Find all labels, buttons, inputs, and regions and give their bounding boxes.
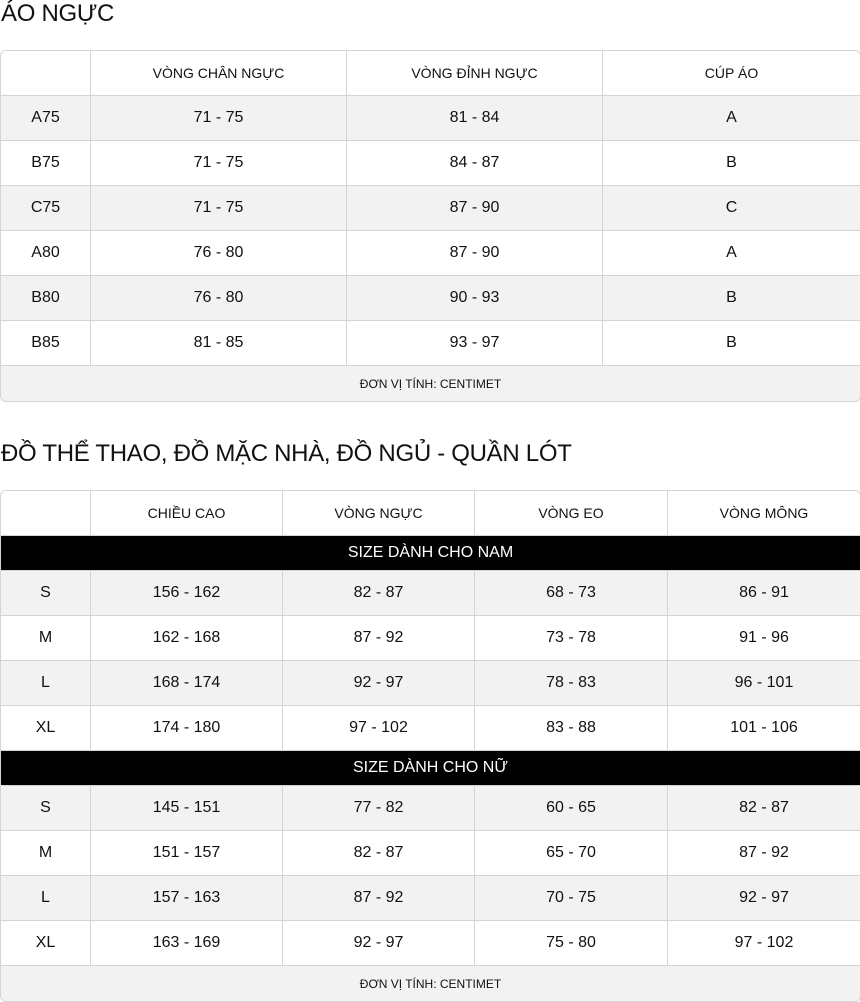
table-cell: 157 - 163 bbox=[91, 876, 283, 921]
table-cell: 77 - 82 bbox=[283, 786, 475, 831]
size-label: XL bbox=[1, 921, 91, 966]
column-header: CÚP ÁO bbox=[603, 51, 860, 96]
table-cell: 86 - 91 bbox=[668, 571, 860, 616]
group-band-women: SIZE DÀNH CHO NỮ bbox=[1, 751, 860, 786]
table-cell: 73 - 78 bbox=[475, 616, 668, 661]
table-header-row bbox=[1, 51, 860, 96]
table-cell: 87 - 90 bbox=[347, 186, 603, 231]
table-cell: 82 - 87 bbox=[668, 786, 860, 831]
table-cell: 163 - 169 bbox=[91, 921, 283, 966]
size-label: L bbox=[1, 876, 91, 921]
unit-note-row bbox=[1, 966, 860, 1001]
table-cell: 60 - 65 bbox=[475, 786, 668, 831]
table-cell: 101 - 106 bbox=[668, 706, 860, 751]
table-cell: 97 - 102 bbox=[668, 921, 860, 966]
table-row bbox=[1, 231, 860, 276]
table-row bbox=[1, 876, 860, 921]
table-cell: 151 - 157 bbox=[91, 831, 283, 876]
table-cell: 71 - 75 bbox=[91, 186, 347, 231]
unit-note: ĐƠN VỊ TÍNH: CENTIMET bbox=[1, 366, 860, 401]
unit-note-row bbox=[1, 366, 860, 401]
table-cell: 168 - 174 bbox=[91, 661, 283, 706]
table-cell: 87 - 92 bbox=[668, 831, 860, 876]
size-label: A80 bbox=[1, 231, 91, 276]
size-label: B85 bbox=[1, 321, 91, 366]
table-cell: 81 - 85 bbox=[91, 321, 347, 366]
column-header: VÒNG CHÂN NGỰC bbox=[91, 51, 347, 96]
table-cell: 82 - 87 bbox=[283, 571, 475, 616]
table-cell: A bbox=[603, 96, 860, 141]
column-header: VÒNG NGỰC bbox=[283, 491, 475, 536]
table-cell: 65 - 70 bbox=[475, 831, 668, 876]
table-cell: 71 - 75 bbox=[91, 141, 347, 186]
table-row bbox=[1, 831, 860, 876]
table-cell: 97 - 102 bbox=[283, 706, 475, 751]
table-cell: 90 - 93 bbox=[347, 276, 603, 321]
unit-note: ĐƠN VỊ TÍNH: CENTIMET bbox=[1, 966, 860, 1001]
table-cell: 91 - 96 bbox=[668, 616, 860, 661]
size-label: C75 bbox=[1, 186, 91, 231]
table-row bbox=[1, 786, 860, 831]
group-band-row bbox=[1, 751, 860, 786]
column-header: VÒNG ĐỈNH NGỰC bbox=[347, 51, 603, 96]
table-cell: 83 - 88 bbox=[475, 706, 668, 751]
table-cell: 174 - 180 bbox=[91, 706, 283, 751]
table-cell: 87 - 92 bbox=[283, 876, 475, 921]
table-cell: A bbox=[603, 231, 860, 276]
table-cell: 93 - 97 bbox=[347, 321, 603, 366]
table-cell: 82 - 87 bbox=[283, 831, 475, 876]
table-cell: 76 - 80 bbox=[91, 276, 347, 321]
column-header: CHIỀU CAO bbox=[91, 491, 283, 536]
table-cell: 75 - 80 bbox=[475, 921, 668, 966]
table-cell: B bbox=[603, 141, 860, 186]
size-label: B75 bbox=[1, 141, 91, 186]
table-cell: 92 - 97 bbox=[283, 661, 475, 706]
table-cell: 81 - 84 bbox=[347, 96, 603, 141]
table-cell: 87 - 90 bbox=[347, 231, 603, 276]
table-row bbox=[1, 321, 860, 366]
table-row bbox=[1, 276, 860, 321]
column-header bbox=[1, 51, 91, 96]
bra-section-title: ÁO NGỰC bbox=[1, 0, 115, 27]
table-cell: 68 - 73 bbox=[475, 571, 668, 616]
table-row bbox=[1, 571, 860, 616]
column-header bbox=[1, 491, 91, 536]
table-cell: 87 - 92 bbox=[283, 616, 475, 661]
table-row bbox=[1, 706, 860, 751]
column-header: VÒNG EO bbox=[475, 491, 668, 536]
table-cell: 70 - 75 bbox=[475, 876, 668, 921]
table-cell: B bbox=[603, 276, 860, 321]
table-cell: 162 - 168 bbox=[91, 616, 283, 661]
size-label: L bbox=[1, 661, 91, 706]
table-cell: 156 - 162 bbox=[91, 571, 283, 616]
size-label: A75 bbox=[1, 96, 91, 141]
table-row bbox=[1, 96, 860, 141]
group-band-men: SIZE DÀNH CHO NAM bbox=[1, 536, 860, 571]
table-cell: 71 - 75 bbox=[91, 96, 347, 141]
table-cell: 78 - 83 bbox=[475, 661, 668, 706]
column-header: VÒNG MÔNG bbox=[668, 491, 860, 536]
table-header-row bbox=[1, 491, 860, 536]
table-cell: B bbox=[603, 321, 860, 366]
size-label: S bbox=[1, 786, 91, 831]
table-row bbox=[1, 186, 860, 231]
group-band-row bbox=[1, 536, 860, 571]
table-row bbox=[1, 141, 860, 186]
sport-section-title: ĐỒ THỂ THAO, ĐỒ MẶC NHÀ, ĐỒ NGỦ - QUẦN LÓT bbox=[1, 440, 572, 467]
table-cell: 92 - 97 bbox=[283, 921, 475, 966]
size-label: S bbox=[1, 571, 91, 616]
table-cell: 96 - 101 bbox=[668, 661, 860, 706]
size-label: B80 bbox=[1, 276, 91, 321]
bra-size-table bbox=[0, 50, 860, 402]
table-cell: 145 - 151 bbox=[91, 786, 283, 831]
size-label: M bbox=[1, 616, 91, 661]
table-cell: 76 - 80 bbox=[91, 231, 347, 276]
table-cell: C bbox=[603, 186, 860, 231]
sport-size-table bbox=[0, 490, 860, 1002]
size-label: XL bbox=[1, 706, 91, 751]
table-cell: 92 - 97 bbox=[668, 876, 860, 921]
table-cell: 84 - 87 bbox=[347, 141, 603, 186]
table-row bbox=[1, 661, 860, 706]
size-label: M bbox=[1, 831, 91, 876]
table-row bbox=[1, 921, 860, 966]
table-row bbox=[1, 616, 860, 661]
